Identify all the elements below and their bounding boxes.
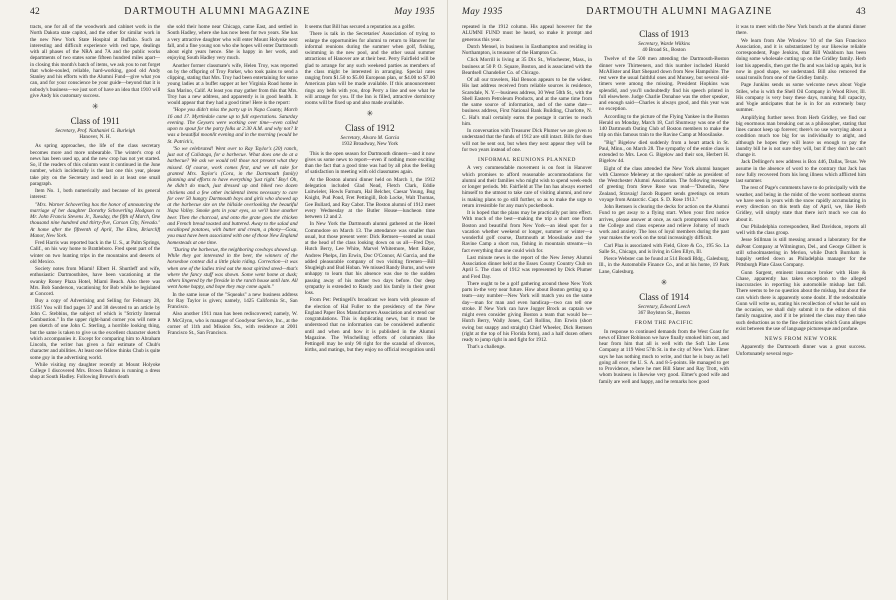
left-col-3: [305, 24, 435, 600]
paragraph: Last minute news is the report of the New Jersey Alumni Association dinner held at the Essex County Country Club on April 5. The class of 1912 was represented by Dick Plumer and Fred Day.: [462, 254, 592, 280]
class-heading-1913: Class of 1913: [639, 29, 689, 39]
paragraph: As spring approaches, the life of the class secretary becomes more and more unbearable. The winter's crop of news has been used up, and the new crop has not yet started. So, if the readers of this column want it continued in the June number, which incidentally is the last one this year, please take pity on the Secretary and send in at least one small paragraph.: [30, 143, 161, 187]
address-line-1914: 367 Boylston St., Boston: [637, 310, 691, 317]
paragraph: Dutch Mensel, in business in Easthampton and residing in Northampton, is treasurer of the Hampton Co.: [462, 43, 592, 56]
paragraph: That's a challenge.: [467, 344, 506, 351]
paragraph: tracts, one for all of the woodwork and cabinet work in the North Dakota state capitol, and the other for similar work in the new New York State Hospital at Buffalo. Such an interesting and difficult experience with red tape, dealings with all phases of the NRA and 7A and the public works departments of two states some fifteen hundred miles apart—in closing this month's batch of items, we ask you to not forget that whole-souled, reliable, hard-working, good old Andy Stanley and his efforts with the Alumni Fund—give what you can, and for your conscience be your guide—beyond that it is nobody's business—we just sort of have an idea that 1910 will give Andy his customary success.: [30, 24, 161, 99]
right-col-2: [599, 24, 729, 600]
class-heading-1911: Class of 1911: [70, 116, 120, 126]
paragraph: "Mrs. Warner Schoverling has the honor of announcing the marriage of her daughter Dorothy Schoverling Hodgson to Mr. John Francis Stevens Jr., Tuesday, the fifth of March, One thousand nine hundred and thirty-five, Carson City, Nevada." At home after the fifteenth of April, The Elms, Briarcliff Manor, New York.: [30, 201, 161, 239]
paragraph: Pierce Webster can be found at 514 Bondi Bldg., Galesburg, Ill., in the Automobile Finance Co., and at his home, 19 Park Lane, Galesburg.: [599, 256, 729, 275]
paragraph: The rest of Page's comments have to do principally with the weather, and being in the midst of the worst northeast storms we have seen in years with the snow rapidly accumulating in every direction on this tenth day of April, we, like Herb Gridley, will simply state that there isn't much we can do about it.: [736, 185, 866, 223]
right-col-3: [736, 24, 866, 600]
paragraph: In response to continued demands from the West Coast for news of Elmer Robinson we have finally smoked him out, and hear from him that all is well with the Soft Lite Lens Company at 119 West 57th St. in the city of New York. Elmer says he has nothing much to write, and that he is busy as hell going all over the U. S. A. and 8-5-points. He managed to get to Providence, where he met Bill Slater and Ray Trott, with whom business is likewise very good. Elmer's good wife and family are well and happy, and he remarks how good: [599, 328, 729, 385]
subheading-news-from-new-york: NEWS FROM NEW YORK: [764, 336, 838, 342]
left-page-number: 42: [30, 7, 41, 17]
left-col-1: [30, 24, 160, 600]
paragraph: Fred Harris was reported back in the U. S., at Palm Springs, Calif., on his way home to Brattleboro. Fred spent part of the winter on two hunting trips in the mountains and deserts of old Mexico.: [30, 240, 161, 265]
section-divider-star: ✳: [660, 277, 668, 287]
left-col-2: [167, 24, 297, 600]
paragraph: Our Philadelphia correspondent, Red Davidson, reports all well with the class group.: [736, 223, 866, 236]
paragraph: Of all our travelers, Hal Benson appears to be the widest. His last address received from reliable sources is residence, Scarsdale, N. Y.—business address, 30 West 50th St., with the Shell Eastern Petroleum Products, and at the same time from the same source of information, and of the same date—business address, First National Bank Building, Charlotte, N. C. Hal's mail certainly earns the postage it carries to reach him.: [462, 77, 592, 127]
left-issue-date: May 1935: [394, 7, 435, 17]
secretary-line-1912: Secretary, Alvaro M. Garcia: [340, 135, 400, 142]
paragraph: Jack Dellinger's new address is Box 446, Dallas, Texas. We assume in the absence of word to the contrary that Jack has now fully recovered from his long illness which afflicted him last summer.: [736, 159, 866, 184]
secretary-line-1911: Secretary, Prof. Nathaniel G. Burleigh: [55, 128, 136, 134]
paragraph: A very commendable movement is on foot in Hanover which promises to afford reasonable accommodations for alumni and their families who might wish to spend week-ends or longer periods. Mr. Fairfield at The Inn has always exerted himself to the utmost to take care of visiting alumni, and now is making plans to go still further, so as to make the urge to return irresistible for any man's pocketbook.: [462, 165, 592, 209]
left-columns: [30, 24, 435, 600]
paragraph: While visiting my daughter recently at Mount Holyoke College I discovered Mrs. Brown Ralston is running a dress shop at South Hadley. Following Brown's death: [30, 361, 161, 381]
paragraph: repeated in the 1912 column. His appeal however for the ALUMNI FUND must be heard, so make it prompt and generous this year.: [462, 24, 592, 43]
class-heading-1912: Class of 1912: [345, 123, 395, 134]
address-line-1911: Hanover, N. H.: [79, 134, 111, 141]
right-columns: [462, 24, 866, 600]
paragraph: Carl Plaa is associated with Field, Glore & Co., 195 So. La Salle St., Chicago, and is living in Glen Ellyn, Ill.: [599, 242, 729, 255]
paragraph: Jesse Stillman is still messing around a laboratory for the duPont Company at Wilmington, Del., and George Gilbert is still schoolmastering in Merion, while Dutch Burnham is happily settled down as Philadelphia manager for the Pittsburgh Plate Glass Company.: [736, 237, 866, 269]
address-line-1912: 1932 Broadway, New York: [341, 141, 398, 148]
paragraph: According to the picture of the Flying Yankee in the Boston Herald on Monday, March 18, Carl Shumway was one of the 140 Dartmouth Outing Club of Boston members to make the trip on this famous train to the Ravine Camp at Moosilauke.: [599, 113, 729, 139]
paragraph: Amplifying further news from Herb Gridley, we find our big enormous man breaking out as a philosopher, stating that lines cannot keep up forever; there's no use worrying about a condition much too big for us individually to atight, and although he hopes they will leave us enough to pay the laundry bill he is not sure they will, but if they don't he can't change it.: [736, 114, 866, 158]
secretary-line-1913: Secretary, Warde Wilkins: [638, 41, 690, 47]
address-line-1913: 40 Broad St., Boston: [642, 47, 686, 54]
paragraph: Click Morrill is living at 35 Dix St., Winchester, Mass., in business at 50 P. O. Square, Boston, and is associated with the Beardsell Chandelier Co. of Chicago.: [462, 57, 592, 76]
paragraph: "So we celebrated! Went over to Ray Taylor's (20) ranch, just out of Calistoga, for a barbecue. What does one do at a barbecue? We ask we would tell those not present what they missed. Of course, work comes first, and we all take for granted Mrs. Taylor's (Cora, in the Dartmouth family) planning and efforts to have everything 'just right.' Boy! Oh, he didn't do much, just dressed up and hiked two dozen chickens and a few other incidental items necessary to care for over 50 hungry Dartmouth boys and girls who showed up at the barbecue site on the hillside overlooking the beautiful Napa Valley. Smoke gets in your eyes, so we'll have another beer. Then the charcoal, and onto the grate goes the chicken and French bread toasted and buttered. Away to the salad and escalloped potatoes, with butter and cream, a phony—Gosu, you must have been associated with one of those New England homesteads at one time.: [167, 145, 298, 246]
right-col-1: [462, 24, 592, 600]
right-issue-date: May 1935: [462, 7, 503, 17]
section-divider-star: ✳: [91, 102, 99, 111]
paragraph: In New York the Dartmouth alumni gathered at the Hotel Commodore on March 13. The attendance was smaller than usual, but those present were: Dick Remsen—seated as usual at the head of the class looking down on us all—Fred Dye, Hutch Berry, Lee White, Marvel Whitemore, Mert Baker, Andrew Phelps, Jim Erwin, Doc O'Connor, Al Garcia, and the added pleasurable company of two visiting firemen—Bill Shugleigh and Bud Hoban. We missed Randy Burns, and were unhappy to learn that his absence was due to the sudden passing away of his mother two days before. Our deep sympathy is extended to Randy and his family in their great loss.: [304, 221, 435, 297]
left-magazine-title: DARTMOUTH ALUMNI MAGAZINE: [124, 6, 311, 17]
subheading-informal-reunions: INFORMAL REUNIONS PLANNED: [477, 157, 577, 163]
paragraph: "During the barbecue, the neighboring cowboys showed up. While they got interested in the beer, the winners of the horseshoe contest did a little plain riding. Correction—it was when one of the ladies tried out the most spirited steed—that's where the fancy stuff was shown. Some went home at dusk; others lingered by the fireside in the ranch house until late. All went home happy, and hope they may come again.": [167, 246, 298, 291]
paragraph: Item No. 1, both numerically and because of its general interest:: [30, 188, 161, 201]
paragraph: At the Boston alumni dinner held on March 1, the 1912 delegation included Glad Nead, Fletch Clark, Eddie Luitwieler, Howls Farnum, Hal Belcher, Caesar Young, Bug Knight, Pud Pond, Fret Pettingill, Bob Locke, Walt Thomas, Gee Bullard, and Ray Cabot. The Boston alumni of 1912 meet every Wednesday at the Butler House—luncheon time between 12 and 2.: [304, 176, 435, 221]
paragraph: Society notes from Miami! Elbert H. Shurtleff and wife, enthusiastic Dartmouthites, have been vacationing at the swanky Roney Plaza Hotel, Miami Beach. Also there was Mrs. Bob Sanderson, vacationing for Bob while he legislated at Concord.: [30, 266, 161, 298]
paragraph: John Remsen is clearing the decks for action on the Alumni Fund to get away to a flying start. When your first notice arrives, please answer at once, as such promptness will save the College and class expense and relieve Johnny of much work and anxiety. The loss of loyal members during the past year makes the work on the total increasingly difficult.: [599, 204, 729, 242]
paragraph: Eight of the class attended the New York alumni banquet with Clarence Meleney at the speakers' table as president of the Westchester Alumni Association. The following message of greeting from Steve Rose was read—"Dunedin, New Zealand, Stravaig! Jacob Ruppert sends greetings on return voyage from Antarctic. Capt. S. D. Rose 1913.": [599, 165, 729, 203]
paragraph: "Hope you didn't miss the party up in Napa County, March 16 and 17. Myrtledale came up to full expectations. Saturday evening. The Geysers were working over time—even called upon to spout for the party folks at 2:30 A.M. and why not? It was a beautiful moonlit evening and in the morning (would be St. Patrick's,: [167, 107, 298, 145]
paragraph: Buy a copy of Advertising and Selling for February 28, 1935! You will find pages 37 and 38 devoted to an article by John C. Stebbins, the subject of which is "Strictly Internal Combustion." In the upper right-hand corner you will note a pen sketch of one John C. Sterling, a horrible looking thing, but the same is taken to give us the excellent character sketch which accompanies it. Except for comparing him to Abraham Lincoln, the writer has given a fair estimate of Chub's character and abilities. At least one fellow thinks Chub is quite some guy in the advertising world.: [30, 298, 161, 361]
paragraph: it was to meet with the New York bunch at the alumni dinner there.: [736, 24, 866, 37]
paragraph: Twelve of the 500 men attending the Dartmouth-Boston dinner were Thirteeners, and this number included Harold McAllister and Bart Shepard down from New Hampshire. The rest were the usual faithful ones and Munsey, but several old-timers were among the missing. President Hopkins was splendid, and you'll undoubtedly find his speech printed in full elsewhere. Judge Charlie Donahue was the other speaker, and enough said—Charles is always good, and this year was no exception.: [599, 56, 729, 113]
paragraph: Gunn Sargent, eminent insurance broker with Hare & Chase, apparently has taken exception to the alleged inaccuracies in reporting his automobile mishap last fall. There seems to be no question about the mishap, but about the cars which there is apparently some doubt. If the redoubtable Gunn will write us, stating his recollection of what he said on the occasion, we shall duly submit it to the editors of this family magazine, and if it be printed the class may then take such deductions as to the fine distinctions which Gunn alleges exist between the use of language picturesque and profane.: [736, 269, 866, 332]
right-page-number: 43: [855, 7, 866, 17]
paragraph: Apparently the Dartmouth dinner was a great success. Unfortunately several regu-: [736, 344, 866, 357]
paragraph: It is hoped that the plans may be practically put into effect. With much of the best—making the trip a short one from Boston and beautiful from New York—an ideal spot for a vacation whether weekend or longer, summer or winter—a wonderful golf course, Dartmouth at Moosilauke and the Ravine Camp a short run, fishing in mountain streams—in fact everything that one could wish for.: [462, 210, 592, 254]
paragraph: In conversation with Treasurer Dick Plumer we are given to understand that the funds of 1912 are still intact. Bills for dues will not be sent out, but when they next appear they will be for two years instead of one.: [462, 128, 592, 153]
right-page: [448, 0, 896, 600]
paragraph: Page Junkins sends us some welcome news about Vogie Stiles, who is with the Shell Oil Company in Wood River, Ill. His company is very busy these days, running full capacity, and Vogie anticipates that he is in for an extremely busy summer.: [736, 82, 866, 114]
section-divider-star: ✳: [366, 109, 374, 119]
paragraph: We learn from Abe Winslow '10 of the San Francisco Association, and it is substantiated by our likewise reliable correspondent, Page Jenkins, that Bill Washburn has been doing some wholesale cutting up on the Gridley family. Herb lost his appendix, then got the flu and was laid up again, but is now in good shape, we understand. Bill also removed the usual tonsils from one of the Gridley family.: [736, 37, 866, 81]
class-heading-1914: Class of 1914: [639, 291, 689, 302]
paragraph: Also another 1911 man has been rediscovered; namely, W. P. McGlynn, who is manager of Goodyear Service, Inc., at the corner of 11th and Mission Sts., with residence at 2001 Francisco St., San Francisco.: [167, 311, 298, 336]
right-magazine-title: DARTMOUTH ALUMNI MAGAZINE: [586, 6, 773, 17]
secretary-line-1914: Secretary, Edward Leech: [638, 303, 690, 310]
paragraph: From Pet: Pettingell's broadcast we learn with pleasure of the election of Hal Fuller to the presidency of the New England Paper Box Manufacturers Association and extend our congratulations. This is duplicating news, but it must be understood that no information can be considered authentic until and when and how it is published in the Alumni Magazine. The Winchelling efforts of columnists like Pettingell may be only 90 right for the scandal of divorces, births, and matings, but they enjoy no official recognition until: [304, 297, 435, 354]
paragraph: "Big" Bigelow died suddenly from a heart attack in St. Paul, Minn., on March 28. The sympathy of the entire class is extended to Mrs. Leon G. Bigelow and their son, Herbert H. Bigelow 4d.: [599, 139, 729, 165]
paragraph: Another former classmate's wife, Helen Troy, was reported on by the offspring of Troy Parker, who took pains to send a clipping, stating that Mrs. Troy had been entertaining for some young ladies at a buffet supper at her Virginia Road home in San Marino, Calif. At least you may gather from this that Mrs. Troy has a new address, and apparently is in good health. It would appear that they had a good time! Here is the report:: [167, 62, 298, 106]
paragraph: There ought to be a golf gathering around these New York parts in-the very near future. How about Boston getting up a team—any number—New York will match you on the same day—man for man and even handicap—two can tell one stroke. If New York can have Jogger Brock as captain we might even consider giving Boston a team that would be—Hutch Berry, Wally Jones, Carl Rollins, Jim Erwin (short swing but snappy and straight) Chief Wheeler, Dick Remsen (right at the top of his Florida form), and a half dozen others ready to jump right in and fight for 1912.: [462, 280, 592, 343]
subheading-from-the-pacific: FROM THE PACIFIC: [634, 320, 694, 327]
paragraph: It seems that Bill has secured a reputation as a golfer.: [304, 24, 416, 30]
left-running-head: [30, 6, 435, 20]
paragraph: she sold their home near Chicago, came East, and settled in South Hadley, where she has now been for two years. She has a very attractive daughter who will enter Mount Holyoke next fall, and a fine young son who she hopes will enter Dartmouth about eight years hence. She is happy in her work, and enjoying South Hadley very much.: [167, 24, 298, 62]
paragraph: There is talk in the Secretaries' Association of trying to enlarge the opportunities for alumni to return to Hanover for informal reunions during the summer when golf, fishing, swimming in the new pool, and the other usual summer attractions of Hanover are at their best. Perry Fairfield will be glad to arrange for any such weekend parties as members of the class might be interested in arranging. Special rates ranging from $1.50 to $5.00 European plan, or $4.00 to $7.00 American plan will be made available. If this announcement rings any bells with you, drop Perry a line and see what he will arrange for you. If the Inn is filled, attractive dormitory rooms will be fixed up and also made available.: [304, 31, 435, 106]
paragraph: This is the open season for Dartmouth dinners—and it now gives us some news to report—even if nothing more exciting than the fact that a good time was had by all plus the feeling of satisfaction in meeting with old classmates again.: [304, 150, 435, 176]
paragraph: In the same issue of the "Squeaks" a new business address for Ray Taylor is given; namely, 1425 California St., San Francisco.: [167, 291, 298, 310]
right-running-head: [462, 6, 866, 20]
